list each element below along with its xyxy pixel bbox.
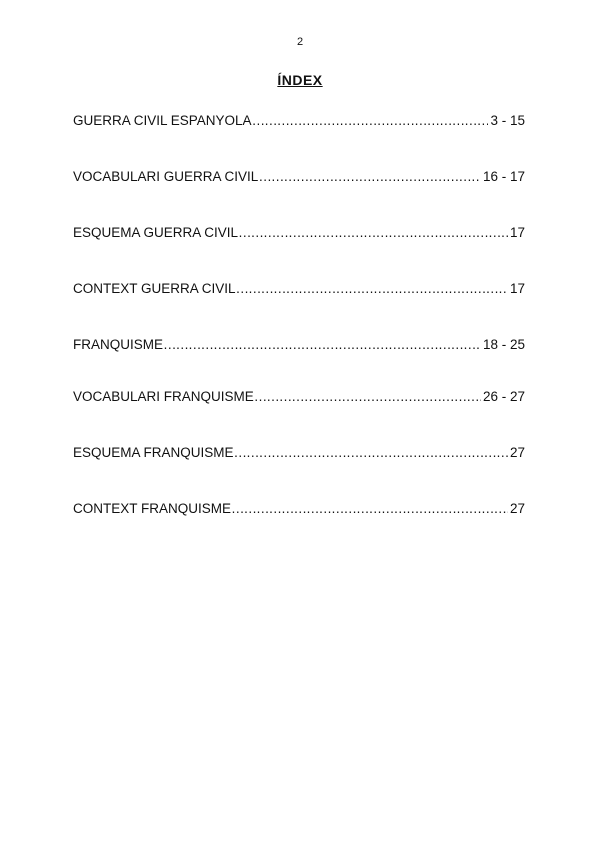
toc-entry-pages: 27: [509, 445, 525, 460]
toc-entry: [73, 500, 525, 518]
page-number: 2: [296, 36, 304, 48]
toc-entry-pages: 3 - 15: [490, 113, 525, 128]
toc-entry-title: ESQUEMA FRANQUISME: [73, 445, 234, 460]
toc-entry: [73, 336, 525, 354]
toc-entry-pages: 16 - 17: [482, 169, 525, 184]
toc-entry-title: FRANQUISME: [73, 337, 164, 352]
dot-leader: [252, 112, 489, 130]
toc-entry: [73, 444, 525, 462]
toc-entry-title: VOCABULARI GUERRA CIVIL: [73, 169, 259, 184]
toc-entry: [73, 168, 525, 186]
toc-entry-title: GUERRA CIVIL ESPANYOLA: [73, 113, 252, 128]
toc-entry-title: CONTEXT GUERRA CIVIL: [73, 281, 236, 296]
dot-leader: [254, 388, 481, 406]
toc-entry-title: CONTEXT FRANQUISME: [73, 501, 232, 516]
toc-entry: [73, 280, 525, 298]
toc-entry-pages: 17: [509, 225, 525, 240]
toc-entry-pages: 17: [509, 281, 525, 296]
toc-entry-pages: 26 - 27: [482, 389, 525, 404]
dot-leader: [163, 336, 481, 354]
dot-leader: [238, 224, 508, 242]
dot-leader: [234, 444, 508, 462]
toc-entry-title: VOCABULARI FRANQUISME: [73, 389, 254, 404]
toc-entry: [73, 112, 525, 130]
index-title: ÍNDEX: [277, 72, 323, 88]
toc-entry: [73, 224, 525, 242]
dot-leader: [258, 168, 481, 186]
toc-entry-pages: 18 - 25: [482, 337, 525, 352]
toc-entry-title: ESQUEMA GUERRA CIVIL: [73, 225, 239, 240]
dot-leader: [236, 280, 508, 298]
dot-leader: [231, 500, 508, 518]
toc-entry-pages: 27: [509, 501, 525, 516]
toc-entry: [73, 388, 525, 406]
